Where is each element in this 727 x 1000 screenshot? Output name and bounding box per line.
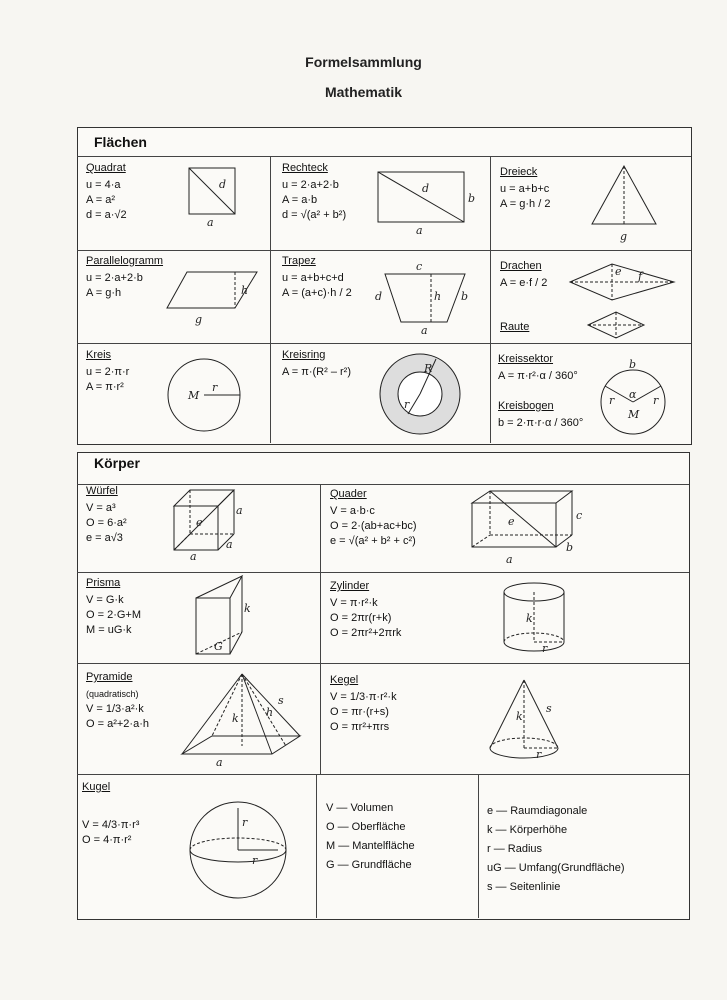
- svg-text:h: h: [434, 290, 442, 303]
- svg-text:b: b: [468, 192, 476, 205]
- svg-text:e: e: [196, 516, 203, 529]
- prisma-formula-v: V = G·k: [86, 594, 124, 606]
- zylinder-figure: [500, 580, 570, 660]
- svg-text:k: k: [516, 710, 523, 723]
- kugel-title: Kugel: [82, 781, 111, 793]
- svg-text:a: a: [416, 224, 423, 237]
- svg-text:e: e: [508, 515, 515, 528]
- cell-dreieck: [500, 165, 550, 212]
- legend-right-item: e — Raumdiagonale: [487, 805, 588, 817]
- cell-wuerfel: [86, 484, 127, 546]
- quadrat-formula-a: A = a²: [86, 194, 116, 206]
- dreieck-figure: [590, 162, 660, 242]
- quader-title: Quader: [330, 488, 367, 500]
- svg-text:a: a: [216, 756, 223, 769]
- kreissektor-figure: [595, 360, 675, 440]
- rechteck-title: Rechteck: [282, 162, 328, 174]
- trapez-formula-u: u = a+b+c+d: [282, 272, 344, 284]
- svg-text:k: k: [244, 602, 251, 615]
- wuerfel-formula-v: V = a³: [86, 502, 116, 514]
- drachen-formula-a: A = e·f / 2: [500, 277, 548, 289]
- svg-text:d: d: [422, 182, 430, 195]
- kegel-title: Kegel: [330, 674, 359, 686]
- svg-text:b: b: [566, 541, 574, 554]
- kreisring-figure: [378, 352, 464, 438]
- svg-text:d: d: [375, 290, 383, 303]
- document-subtitle: Mathematik: [324, 84, 403, 100]
- prisma-formula-o: O = 2·G+M: [86, 609, 142, 621]
- quader-formula-e: e = √(a² + b² + c²): [330, 535, 416, 547]
- svg-text:r: r: [653, 394, 659, 407]
- kreisbogen-formula-b: b = 2·π·r·α / 360°: [498, 417, 584, 429]
- kugel-formula-o: O = 4·π·r²: [82, 834, 132, 846]
- document-title: Formelsammlung: [305, 54, 422, 70]
- svg-text:M: M: [188, 389, 200, 402]
- rechteck-formula-u: u = 2·a+2·b: [282, 179, 339, 191]
- cell-quader: [330, 487, 417, 549]
- kegel-formula-v: V = 1/3·π·r²·k: [330, 691, 397, 703]
- cell-kreisring: [282, 348, 351, 380]
- pyramide-formula-v: V = 1/3·a²·k: [86, 703, 144, 715]
- svg-text:a: a: [506, 553, 513, 566]
- kreissektor-title: Kreissektor: [498, 353, 554, 365]
- legend-right-item: k — Körperhöhe: [487, 824, 568, 836]
- svg-text:h: h: [241, 284, 249, 297]
- svg-text:α: α: [629, 388, 637, 401]
- quadrat-figure: [185, 166, 245, 229]
- legend-right-item: r — Radius: [487, 843, 543, 855]
- quader-formula-o: O = 2·(ab+ac+bc): [330, 520, 417, 532]
- legend-right: [487, 802, 625, 897]
- cell-prisma: [86, 576, 141, 638]
- quadrat-formula-d: d = a·√2: [86, 209, 127, 221]
- cell-kegel: [330, 673, 397, 735]
- cell-quadrat: [86, 161, 127, 223]
- wuerfel-title: Würfel: [86, 485, 118, 497]
- cell-zylinder: [330, 579, 401, 641]
- trapez-formula-a: A = (a+c)·h / 2: [282, 287, 352, 299]
- cell-kreisbogen: [498, 399, 583, 431]
- svg-text:r: r: [242, 816, 248, 829]
- rechteck-formula-a: A = a·b: [282, 194, 318, 206]
- raute-title: Raute: [500, 321, 530, 333]
- kegel-formula-o2: O = πr²+πrs: [330, 721, 390, 733]
- svg-text:r: r: [212, 381, 218, 394]
- svg-text:R: R: [424, 362, 433, 375]
- kreisring-formula-a: A = π·(R² – r²): [282, 366, 352, 378]
- svg-text:d: d: [219, 178, 227, 191]
- svg-text:r: r: [252, 854, 258, 867]
- legend-left-item: M — Mantelfläche: [326, 840, 415, 852]
- pyramide-figure: [180, 670, 314, 768]
- pyramide-formula-o: O = a²+2·a·h: [86, 718, 149, 730]
- cell-kreis: [86, 348, 129, 395]
- svg-text:a: a: [190, 550, 197, 563]
- prisma-title: Prisma: [86, 577, 121, 589]
- trapez-title: Trapez: [282, 255, 316, 267]
- svg-text:r: r: [609, 394, 615, 407]
- kegel-figure: [486, 676, 568, 768]
- legend-left-item: V — Volumen: [326, 802, 394, 814]
- pyramide-subtitle: (quadratisch): [86, 689, 139, 699]
- cell-kugel: [82, 780, 110, 797]
- koerper-heading: Körper: [94, 455, 140, 471]
- rechteck-formula-d: d = √(a² + b²): [282, 209, 347, 221]
- zylinder-formula-v: V = π·r²·k: [330, 597, 378, 609]
- kugel-figure: [188, 798, 290, 902]
- kugel-formula-v: V = 4/3·π·r³: [82, 819, 140, 831]
- cell-kreissektor: [498, 352, 578, 384]
- parallelogramm-formula-a: A = g·h: [86, 287, 122, 299]
- svg-text:h: h: [266, 706, 274, 719]
- pyramide-title: Pyramide: [86, 671, 133, 683]
- zylinder-title: Zylinder: [330, 580, 370, 592]
- quadrat-title: Quadrat: [86, 162, 126, 174]
- svg-text:g: g: [620, 230, 628, 243]
- legend-right-item: s — Seitenlinie: [487, 881, 561, 893]
- parallelogramm-formula-u: u = 2·a+2·b: [86, 272, 143, 284]
- legend-left-item: G — Grundfläche: [326, 859, 412, 871]
- prisma-figure: [192, 574, 258, 658]
- quader-formula-v: V = a·b·c: [330, 505, 375, 517]
- svg-text:s: s: [546, 702, 552, 715]
- svg-text:k: k: [232, 712, 239, 725]
- cell-parallelogramm: [86, 254, 163, 301]
- dreieck-formula-a: A = g·h / 2: [500, 198, 551, 210]
- rechteck-figure: [376, 170, 476, 240]
- svg-text:s: s: [278, 694, 284, 707]
- svg-text:r: r: [404, 398, 410, 411]
- cell-rechteck: [282, 161, 346, 223]
- svg-text:G: G: [214, 640, 223, 653]
- dreieck-title: Dreieck: [500, 166, 538, 178]
- kegel-formula-o1: O = πr·(r+s): [330, 706, 389, 718]
- kreisbogen-title: Kreisbogen: [498, 400, 554, 412]
- svg-text:k: k: [526, 612, 533, 625]
- drachen-figure: [568, 262, 678, 304]
- legend-left-item: O — Oberfläche: [326, 821, 406, 833]
- drachen-title: Drachen: [500, 260, 542, 272]
- kreis-title: Kreis: [86, 349, 112, 361]
- quadrat-formula-u: u = 4·a: [86, 179, 121, 191]
- prisma-formula-m: M = uG·k: [86, 624, 132, 636]
- cell-raute: [500, 320, 529, 337]
- svg-text:a: a: [226, 538, 233, 551]
- zylinder-formula-o1: O = 2πr(r+k): [330, 612, 392, 624]
- kreissektor-formula-a: A = π·r²·α / 360°: [498, 370, 578, 382]
- cell-kugel-formulas: [82, 818, 139, 848]
- svg-text:a: a: [207, 216, 214, 229]
- cell-trapez: [282, 254, 352, 301]
- svg-text:a: a: [421, 324, 428, 337]
- raute-figure: [586, 310, 646, 340]
- parallelogramm-title: Parallelogramm: [86, 255, 164, 267]
- svg-text:r: r: [536, 748, 542, 761]
- zylinder-formula-o2: O = 2πr²+2πrk: [330, 627, 402, 639]
- wuerfel-formula-o: O = 6·a²: [86, 517, 127, 529]
- parallelogramm-figure: [165, 268, 265, 328]
- svg-text:M: M: [628, 408, 640, 421]
- dreieck-formula-u: u = a+b+c: [500, 183, 550, 195]
- kreis-formula-a: A = π·r²: [86, 381, 124, 393]
- svg-text:a: a: [236, 504, 243, 517]
- svg-text:g: g: [195, 313, 203, 326]
- wuerfel-formula-e: e = a√3: [86, 532, 123, 544]
- flaechen-heading: Flächen: [94, 134, 147, 150]
- svg-text:r: r: [542, 642, 548, 655]
- svg-text:b: b: [629, 358, 637, 371]
- svg-text:f: f: [638, 270, 643, 283]
- legend-left: [326, 799, 415, 875]
- cell-drachen: [500, 259, 547, 291]
- legend-right-item: uG — Umfang(Grundfläche): [487, 862, 625, 874]
- quader-figure: [470, 489, 588, 567]
- kreis-formula-u: u = 2·π·r: [86, 366, 130, 378]
- svg-text:e: e: [615, 265, 622, 278]
- kreisring-title: Kreisring: [282, 349, 326, 361]
- cell-pyramide: [86, 670, 149, 732]
- wuerfel-figure: [170, 488, 250, 563]
- svg-text:c: c: [576, 509, 583, 522]
- svg-text:c: c: [416, 260, 423, 273]
- svg-text:b: b: [461, 290, 469, 303]
- trapez-figure: [375, 258, 475, 338]
- kreis-figure: [166, 355, 246, 435]
